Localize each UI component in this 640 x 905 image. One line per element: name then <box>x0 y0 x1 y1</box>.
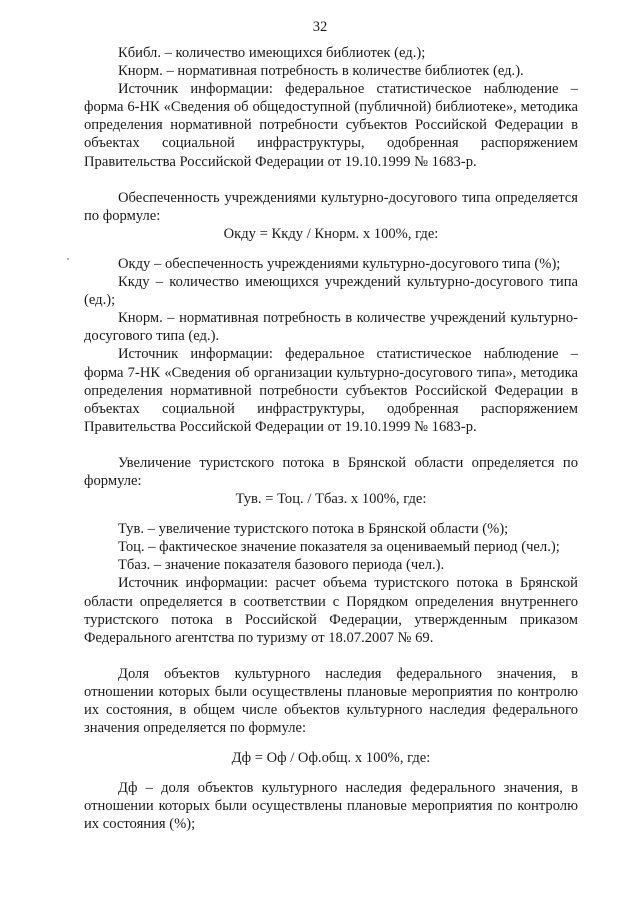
definition-tuv: Тув. – увеличение туристского потока в Брянской области (%); <box>118 521 509 538</box>
definition-kbibl: Кбибл. – количество имеющихся библиотек (ед.); <box>118 45 426 61</box>
spacer <box>84 436 578 454</box>
spacer <box>84 508 578 520</box>
spacer <box>84 737 578 749</box>
intro-culture-leisure: Обеспеченность учреждениями культурно-досугового типа определяется по формуле: <box>84 189 578 224</box>
document-body <box>84 44 578 834</box>
definition-kkdu: Ккду – количество имеющихся учреждений культурно-досугового типа (ед.); <box>84 274 578 309</box>
definition-toc: Тоц. – фактическое значение показателя за оцениваемый период (чел.); <box>118 539 560 556</box>
formula-okdu: Окду = Ккду / Кнорм. x 100%, где: <box>223 225 439 242</box>
intro-heritage-share: Доля объектов культурного наследия федерального значения, в отношении которых были осуществлены плановые мероприятия по контролю их состояния, в общем числе объектов культурного наследия федерального значения определяется по формуле: <box>84 665 578 737</box>
page-number: 32 <box>312 19 328 35</box>
scan-speck <box>67 258 69 260</box>
definition-knorm-culture: Кнорм. – нормативная потребность в количестве учреждений культурно-досугового типа (ед.). <box>84 310 578 345</box>
definition-okdu: Окду – обеспеченность учреждениями культурно-досугового типа (%); <box>118 255 561 272</box>
spacer <box>84 767 578 779</box>
definition-knorm-libraries: Кнорм. – нормативная потребность в количестве библиотек (ед.). <box>118 63 524 80</box>
formula-df: Дф = Оф / Оф.общ. x 100%, где: <box>231 750 431 767</box>
spacer <box>84 243 578 255</box>
source-tourist-flow: Источник информации: расчет объема туристского потока в Брянской области определяется в соответствии с Порядком определения внутреннего туристского потока в Российской Федерации, утвержденным приказом Федерального агентства по туризму от 18.07.2007 № 69. <box>84 575 578 646</box>
source-culture-leisure: Источник информации: федеральное статистическое наблюдение – форма 7-НК «Сведения об организации культурно-досугового типа», методика определения нормативной потребности субъектов Российской Федерации в объектах социальной инфраструктуры, одобренная распоряжением Правительства Российской Федерации от 19.10.1999 № 1683-р. <box>84 346 578 435</box>
definition-tbaz: Тбаз. – значение показателя базового периода (чел.). <box>118 557 445 574</box>
intro-tourist-flow: Увеличение туристского потока в Брянской области определяется по формуле: <box>84 454 578 489</box>
spacer <box>84 647 578 665</box>
source-libraries: Источник информации: федеральное статистическое наблюдение – форма 6-НК «Сведения об общедоступной (публичной) библиотеке», методика определения нормативной потребности субъектов Российской Федерации в объектах социальной инфраструктуры, одобренная распоряжением Правительства Российской Федерации от 19.10.1999 № 1683-р. <box>84 81 578 170</box>
definition-df: Дф – доля объектов культурного наследия федерального значения, в отношении которых были осуществлены плановые мероприятия по контролю их состояния (%); <box>84 780 578 833</box>
spacer <box>84 171 578 189</box>
formula-tuv: Тув. = Тоц. / Тбаз. x 100%, где: <box>235 491 427 508</box>
